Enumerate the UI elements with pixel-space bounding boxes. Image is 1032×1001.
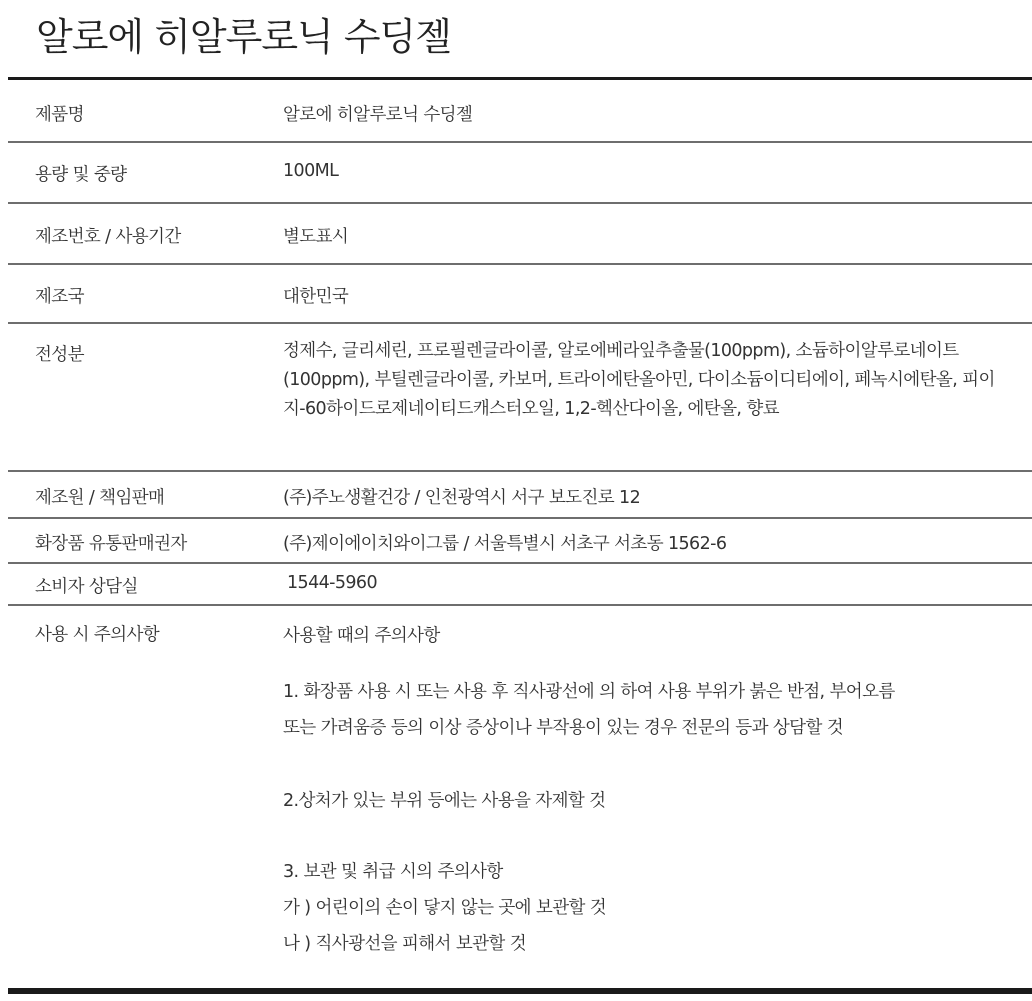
- precaution-item-3a: 가 ) 어린이의 손이 닿지 않는 곳에 보관할 것: [283, 898, 607, 918]
- row-label: 소비자 상담실: [35, 577, 138, 597]
- page-title: 알로에 히알루로닉 수딩젤: [36, 15, 451, 59]
- row-label: 제조국: [35, 287, 84, 307]
- row-origin: [8, 265, 1032, 324]
- row-consumer-center: [8, 564, 1032, 606]
- row-precautions: [8, 606, 1032, 988]
- row-value: (주)주노생활건강 / 인천광역시 서구 보도진로 12: [283, 488, 641, 508]
- precaution-item-3: 3. 보관 및 취급 시의 주의사항: [283, 862, 503, 882]
- row-label: 제조원 / 책임판매: [35, 488, 165, 508]
- row-label: 화장품 유통판매권자: [35, 534, 187, 554]
- row-value: 별도표시: [283, 227, 349, 247]
- row-label: 용량 및 중량: [35, 165, 127, 185]
- row-distributor: [8, 519, 1032, 564]
- row-volume: [8, 143, 1032, 204]
- row-label: 제품명: [35, 105, 84, 125]
- row-label: 사용 시 주의사항: [35, 625, 160, 645]
- precautions-heading: 사용할 때의 주의사항: [283, 626, 440, 646]
- row-label: 전성분: [35, 345, 84, 365]
- precaution-item-1-line-2: 또는 가려움증 등의 이상 증상이나 부작용이 있는 경우 전문의 등과 상담할 것: [283, 718, 844, 738]
- bottom-rule: [8, 988, 1032, 994]
- phone-number: 1544-5960: [287, 573, 377, 593]
- precaution-item-2: 2.상처가 있는 부위 등에는 사용을 자제할 것: [283, 791, 606, 811]
- row-label: 제조번호 / 사용기간: [35, 227, 181, 247]
- row-product-name: [8, 80, 1032, 143]
- ingredients-list: 정제수, 글리세린, 프로필렌글라이콜, 알로에베라잎추출물(100ppm), 소듐하이알루로네이트(100ppm), 부틸렌글라이콜, 카보머, 트라이에탄올아민, 다이소듐이디티에이, 페녹시에탄올, 피이지-60하이드로제네이티드캐스터오일, 1,2-헥산다이올, 에탄올, 향료: [283, 341, 995, 419]
- row-value: 대한민국: [283, 287, 349, 307]
- row-value: 100ML: [283, 161, 339, 181]
- row-ingredients: [8, 324, 1032, 472]
- row-manufacturer: [8, 472, 1032, 519]
- row-value: (주)제이에이치와이그룹 / 서울특별시 서초구 서초동 1562-6: [283, 534, 727, 554]
- precaution-item-1-line-1: 1. 화장품 사용 시 또는 사용 후 직사광선에 의 하여 사용 부위가 붉은 반점, 부어오름: [283, 682, 895, 702]
- row-lot-expiry: [8, 204, 1032, 265]
- row-value: 알로에 히알루로닉 수딩젤: [283, 105, 473, 125]
- precaution-item-3b: 나 ) 직사광선을 피해서 보관할 것: [283, 934, 527, 954]
